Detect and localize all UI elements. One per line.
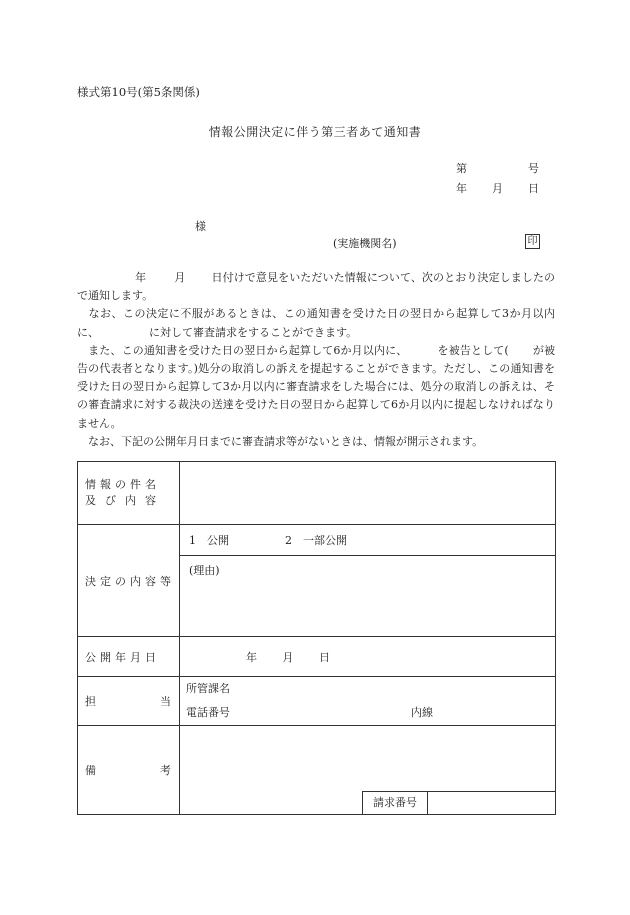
organization-name: (実施機関名) (333, 237, 397, 250)
section-name: 所管課名 (186, 682, 230, 695)
row-remarks (78, 726, 556, 815)
remarks-label: 備 考 (78, 726, 180, 815)
notice-table (77, 461, 556, 815)
date-day: 日 (528, 182, 539, 195)
date-month: 月 (492, 182, 503, 195)
info-value (180, 462, 556, 525)
date-year: 年 (456, 182, 467, 195)
paragraph-4: なお、下記の公開年月日までに審査請求等がないときは、情報が開示されます。 (88, 434, 484, 448)
info-label: 情報の件名 及び内容 (78, 462, 180, 525)
contact-label: 担 当 (78, 677, 180, 726)
paragraph-2: なお、この決定に不服があるときは、この通知書を受けた日の翌日から起算して3か月以内に、 に対して審査請求をすることができます。 (77, 307, 556, 339)
date-value: 年 月 日 (180, 637, 556, 677)
paragraph-3: また、この通知書を受けた日の翌日から起算して6か月以内に、 を被告として( が被告の代表者となります。)処分の取消しの訴えを提起することができます。ただし、この通知書を受けた日の翌日から起算して3か月以内に審査請求をした場合には、処分の取消しの訴えは、その審査請求に対する裁決の送達を受けた日の翌日から起算して6か月以内に提起しなければなりません。 (77, 343, 556, 430)
contact-value (180, 677, 556, 726)
row-date (78, 637, 556, 677)
request-number-label: 請求番号 (363, 792, 428, 814)
row-info (78, 462, 556, 525)
remarks-value (180, 726, 556, 815)
form-number: 様式第10号(第5条関係) (77, 85, 200, 99)
request-number-box (362, 791, 556, 815)
seal-stamp: 印 (525, 234, 540, 249)
decision-label: 決定の内容等 (78, 525, 180, 637)
notice-body (77, 269, 555, 451)
row-contact (78, 677, 556, 726)
decision-value (180, 525, 556, 637)
number-prefix: 第 (456, 162, 467, 175)
paragraph-1: 年 月 日付けで意見をいただいた情報について、次のとおり決定しましたので通知します。 (77, 271, 556, 303)
row-decision (78, 525, 556, 637)
number-suffix: 号 (528, 162, 539, 175)
option-partial: 2 一部公開 (285, 534, 347, 547)
phone-row: 電話番号 内線 (186, 706, 433, 719)
addressee-suffix: 様 (195, 220, 206, 233)
decision-reason: (理由) (189, 564, 220, 577)
option-public: 1 公開 (189, 534, 229, 547)
date-label: 公開年月日 (78, 637, 180, 677)
request-number-value (428, 792, 555, 814)
document-title: 情報公開決定に伴う第三者あて通知書 (208, 125, 422, 139)
decision-options (180, 525, 555, 556)
